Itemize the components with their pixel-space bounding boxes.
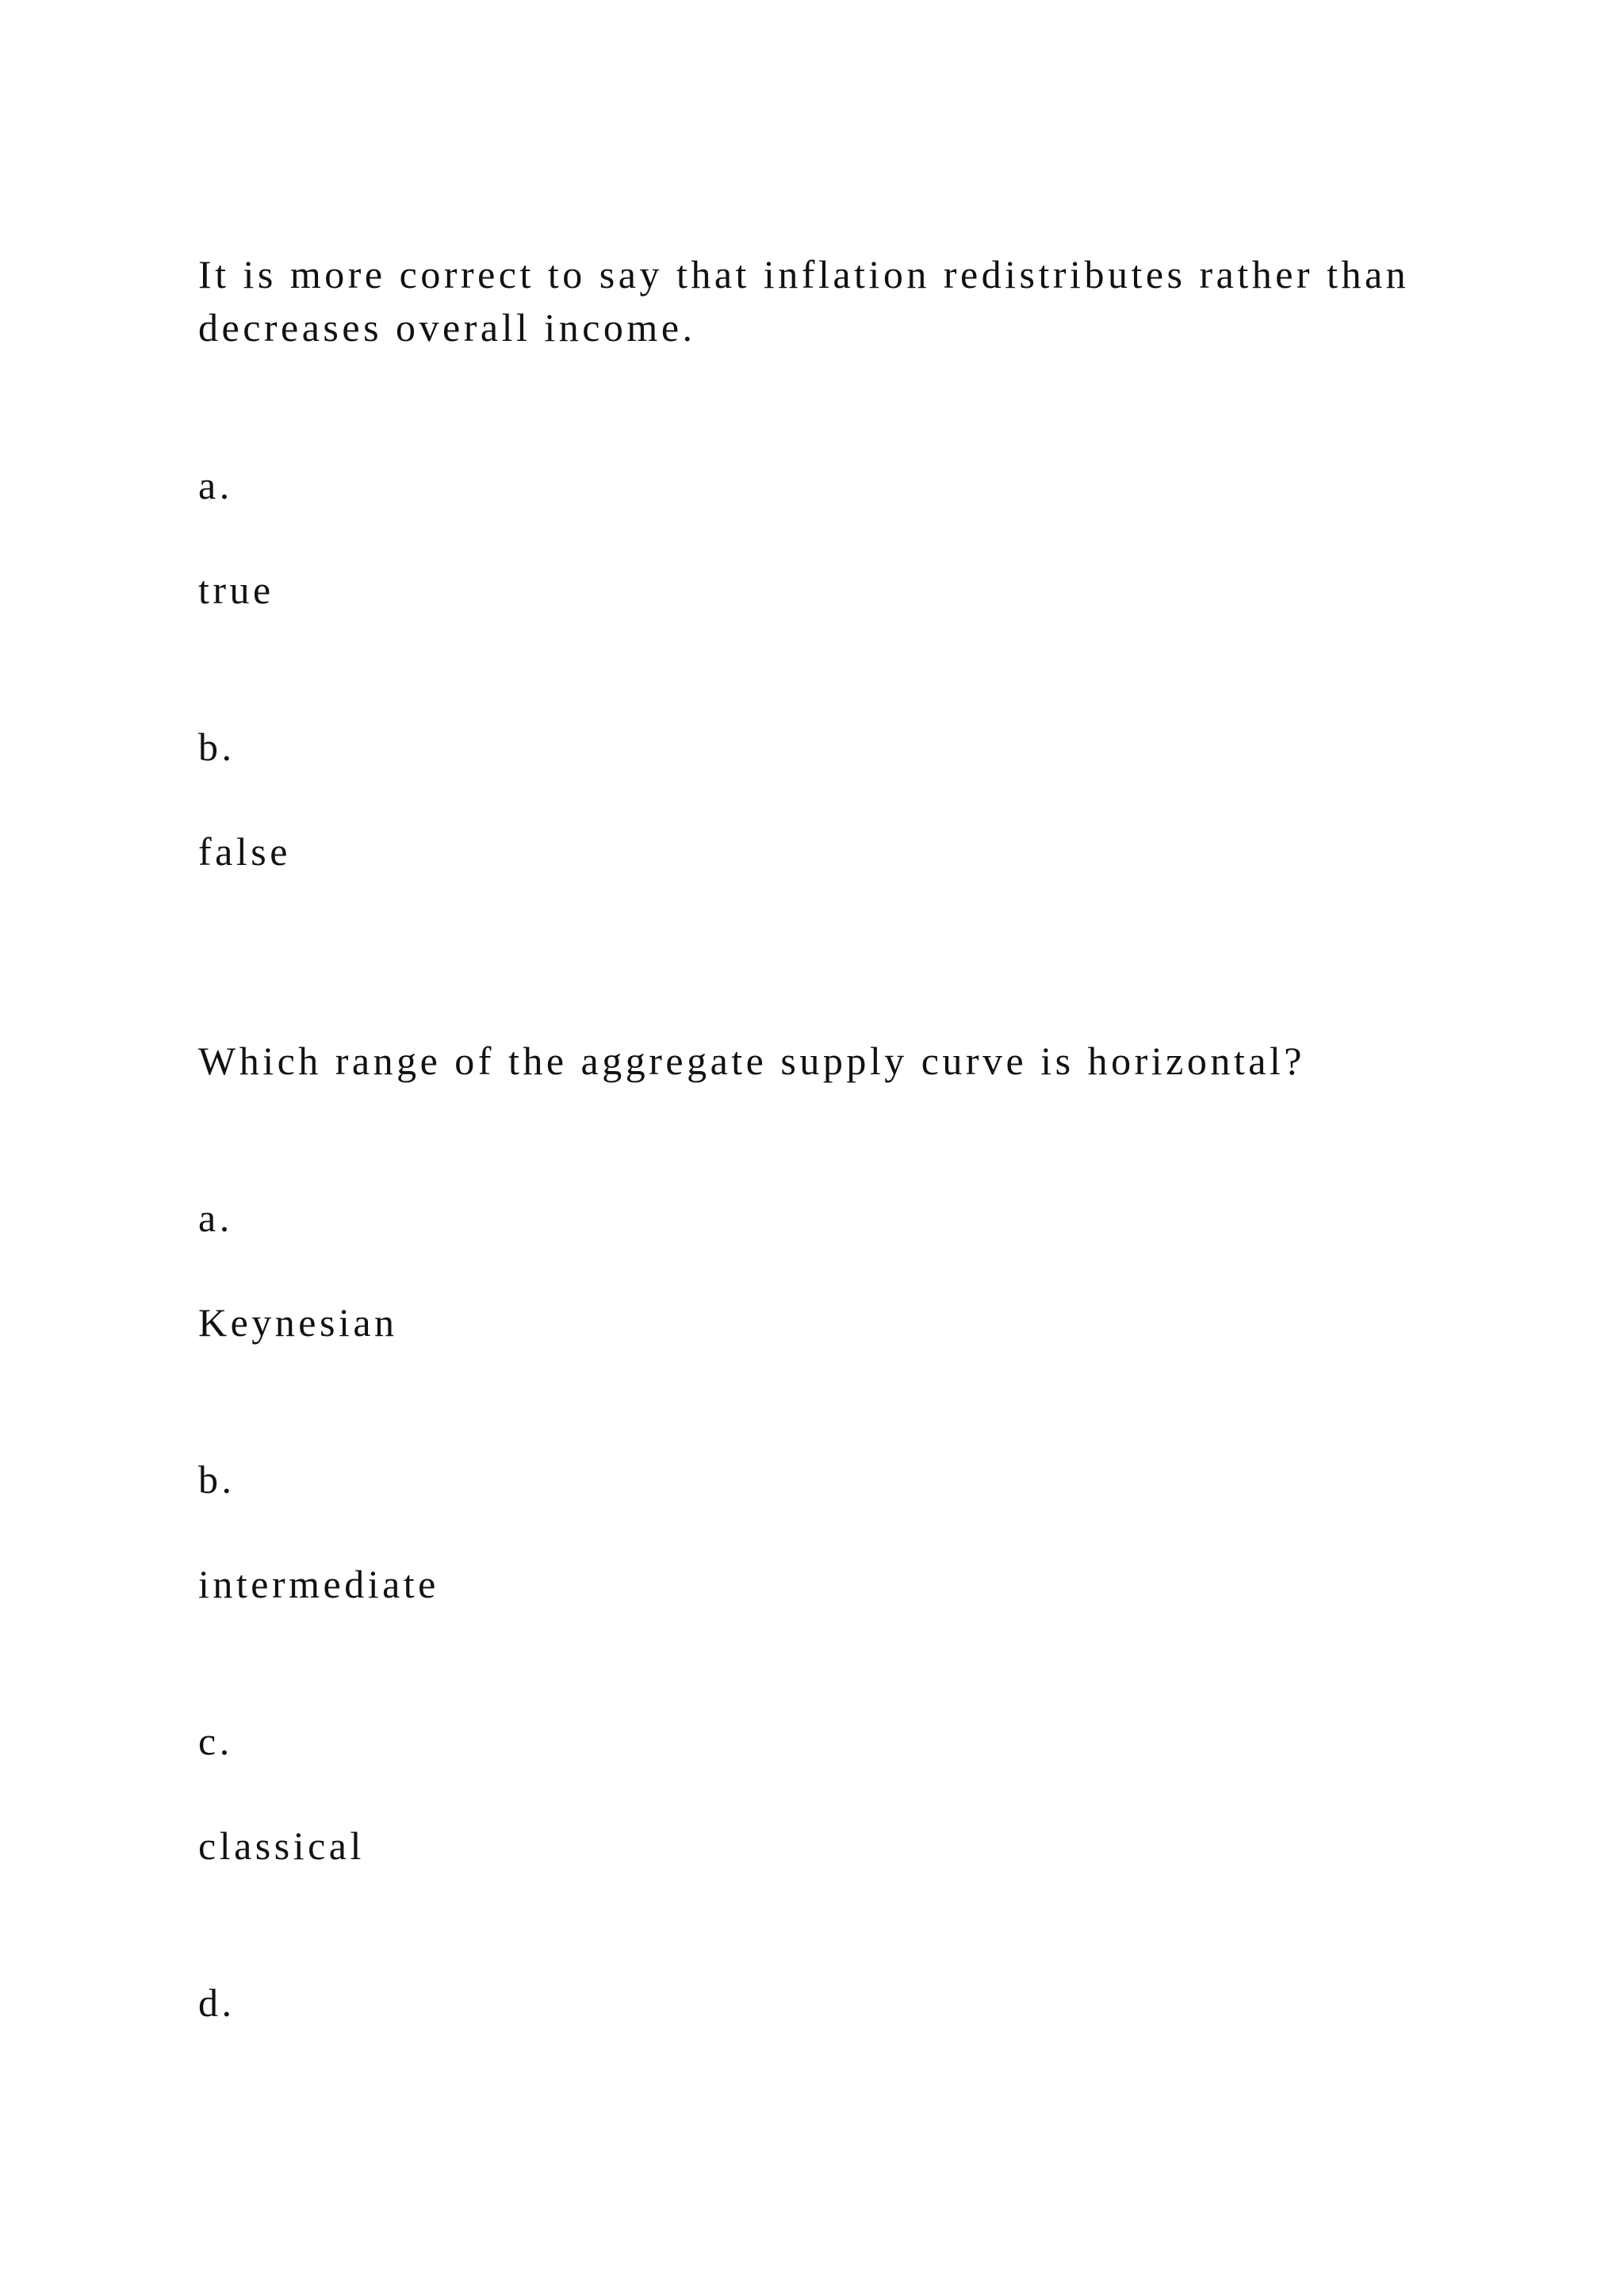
question-1-text-line-1: It is more correct to say that inflation redistributes rather than: [198, 252, 1410, 297]
question-2-option-c-letter: c.: [198, 1719, 233, 1763]
question-2-option-a-letter: a.: [198, 1196, 233, 1240]
question-2-text-line-1: Which range of the aggregate supply curve is horizontal?: [198, 1039, 1305, 1083]
question-1-option-b-letter: b.: [198, 725, 236, 769]
question-1-option-b-text: false: [198, 829, 291, 874]
question-2-option-a-text: Keynesian: [198, 1300, 398, 1345]
question-2-option-c-text: classical: [198, 1823, 365, 1868]
question-2-option-b-text: intermediate: [198, 1562, 439, 1606]
question-1-text-line-2: decreases overall income.: [198, 305, 696, 350]
question-1-option-a-letter: a.: [198, 463, 233, 507]
question-1-option-a-text: true: [198, 568, 274, 612]
question-2-option-b-letter: b.: [198, 1457, 236, 1502]
question-2-option-d-letter: d.: [198, 1980, 236, 2025]
